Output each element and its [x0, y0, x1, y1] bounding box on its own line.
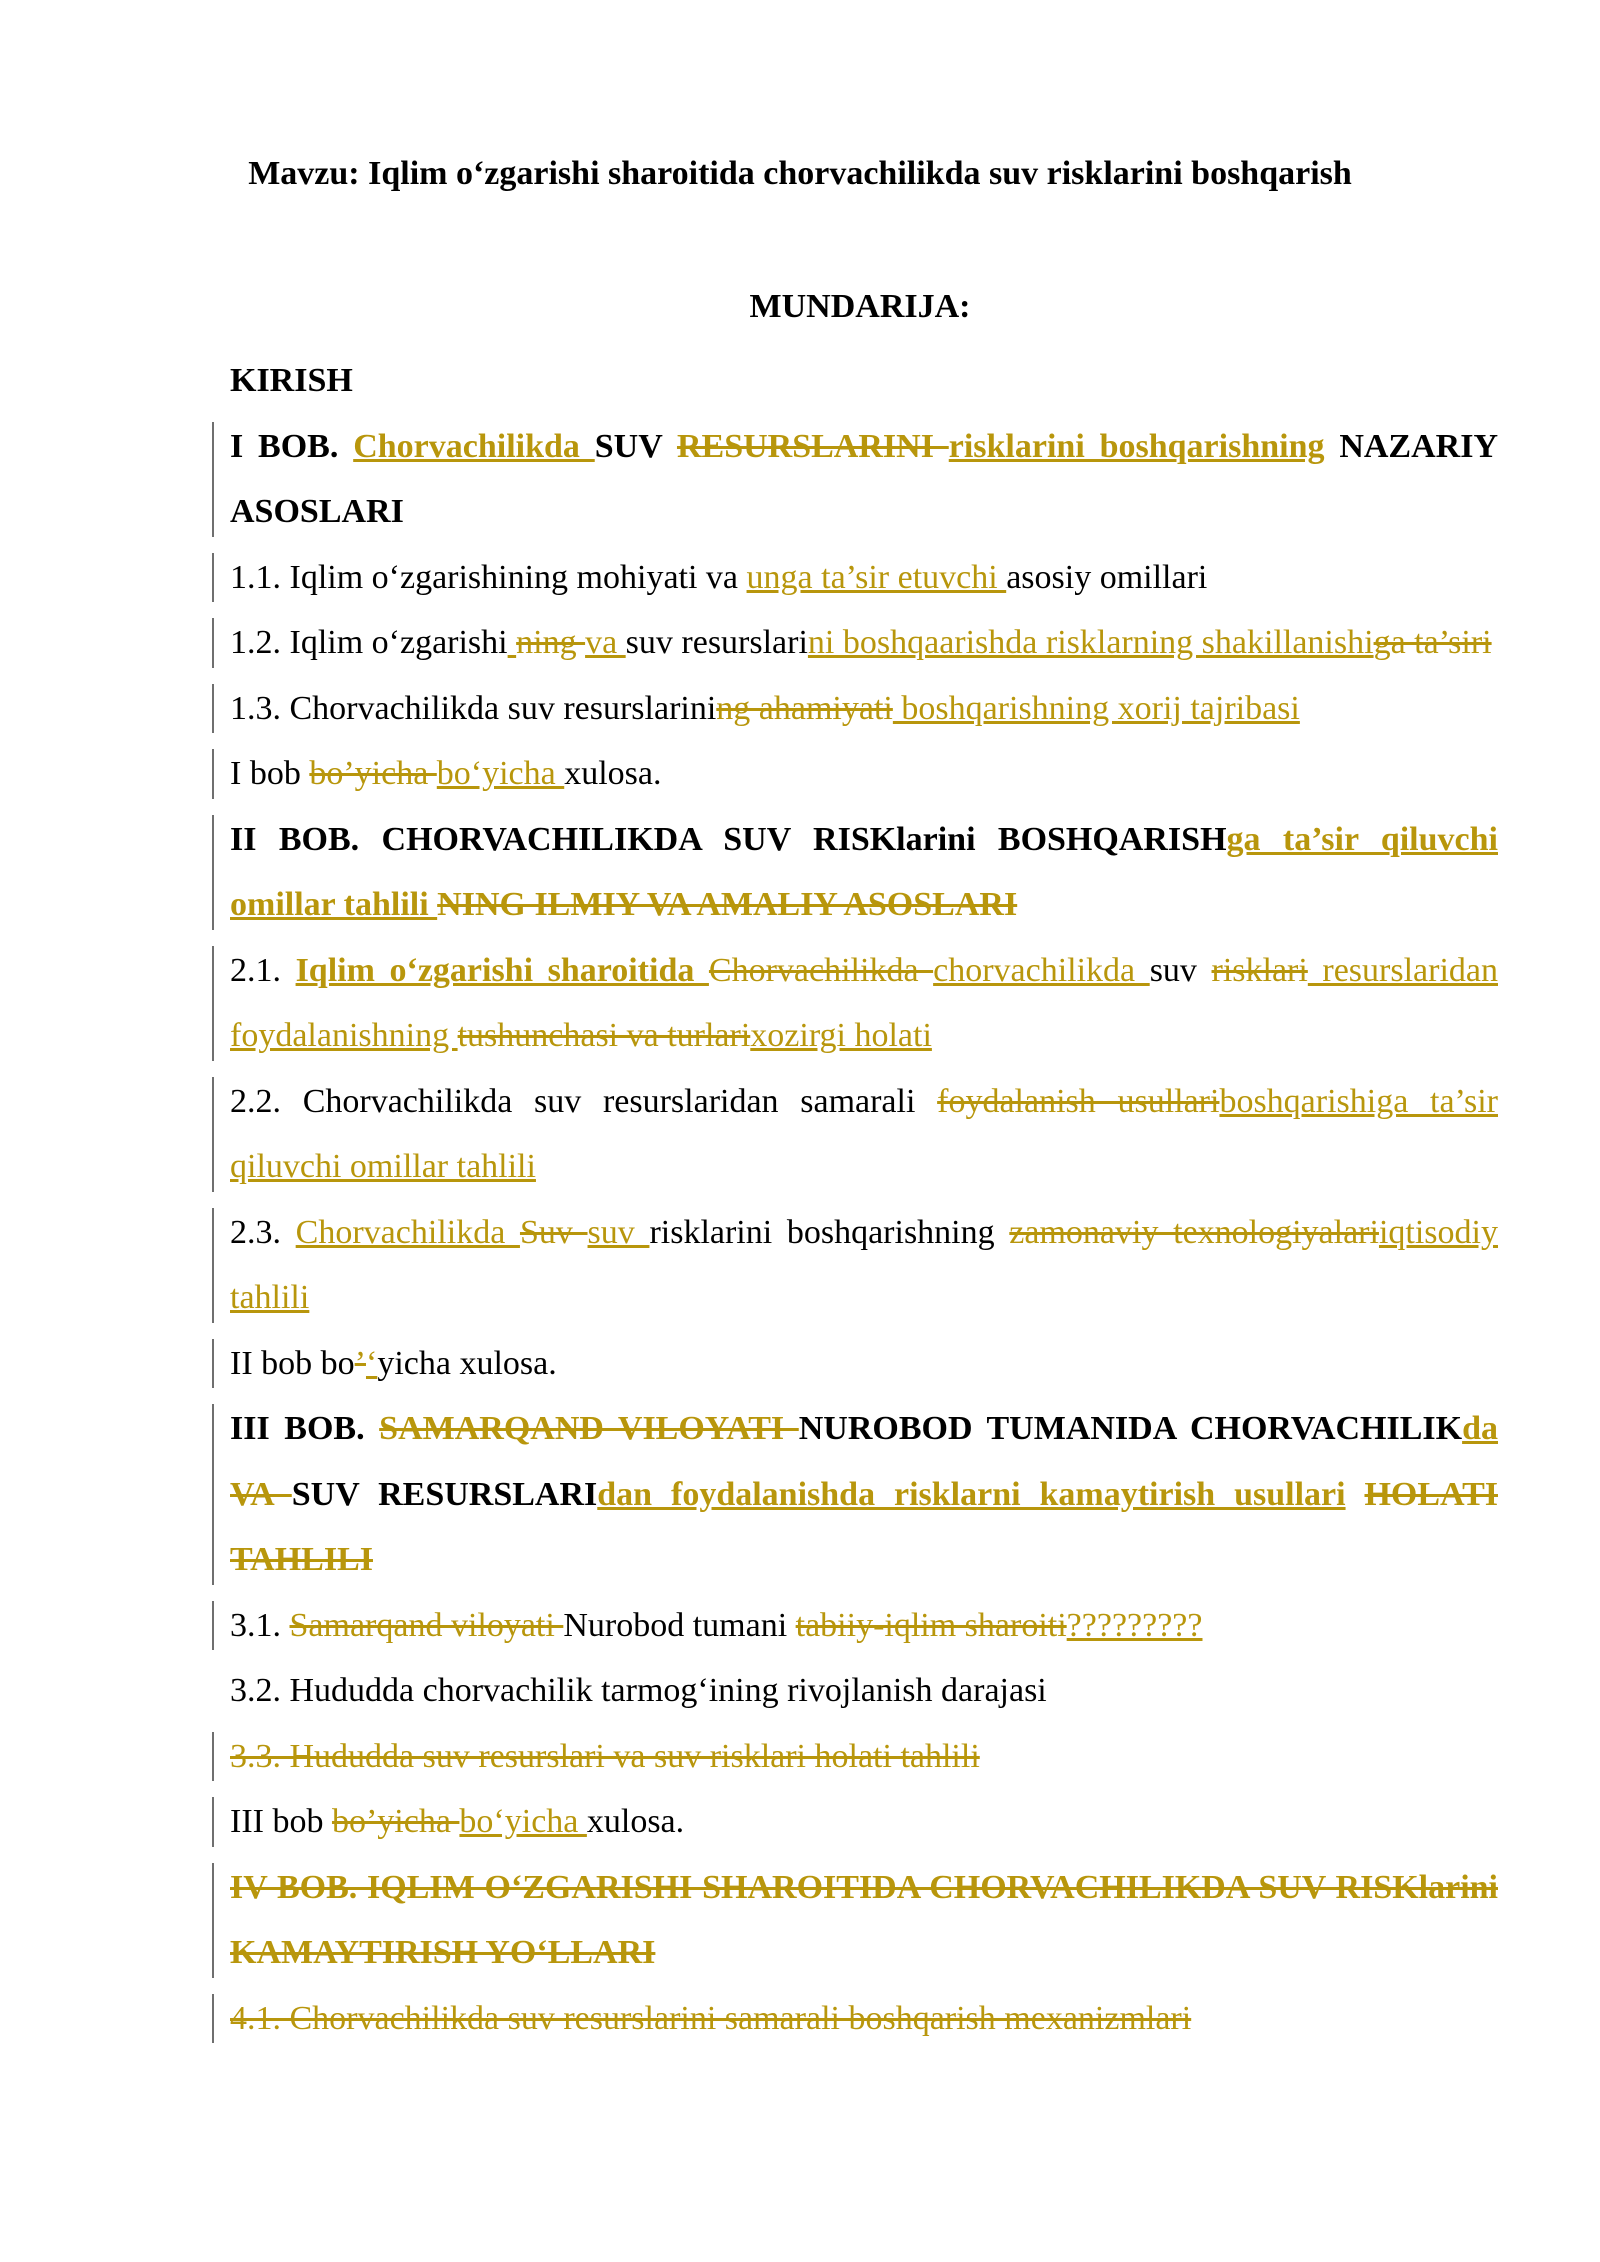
- toc-entry: [230, 741, 1498, 807]
- inserted-text: chorvachilikda: [933, 951, 1150, 989]
- entry-text: 2.3.: [230, 1213, 296, 1251]
- inserted-text: risklarini boshqarishning: [948, 427, 1325, 465]
- entry-text: 2.2. Chorvachilikda suv resurslaridan samarali: [230, 1082, 938, 1120]
- inserted-text: boshqarishning xorij tajribasi: [892, 689, 1300, 727]
- deleted-text: 3.3. Hududda suv resurslari va suv risklari holati tahlili: [230, 1737, 980, 1775]
- deleted-text: IV BOB. IQLIM O‘ZGARISHI SHAROITIDA CHORVACHILIKDA SUV RISKlarini KAMAYTIRISH YO‘LLARI: [230, 1868, 1498, 1971]
- toc-entry: [230, 1789, 1498, 1855]
- entry-text: asosiy omillari: [1006, 558, 1208, 596]
- inserted-text: xozirgi holati: [750, 1017, 932, 1054]
- entry-text: III BOB.: [230, 1410, 380, 1447]
- inserted-text: ?????????: [1066, 1606, 1203, 1644]
- toc-entry: [230, 1200, 1498, 1331]
- entry-text: 3.1.: [230, 1606, 290, 1644]
- deleted-text: zamonaviy texnologiyalari: [1009, 1213, 1379, 1251]
- entry-text: Nurobod tumani: [563, 1606, 796, 1644]
- inserted-text: Iqlim o‘zgarishi sharoitida: [295, 951, 709, 989]
- toc-heading: MUNDARIJA:: [749, 288, 971, 325]
- deleted-text: NING ILMIY VA AMALIY ASOSLARI: [437, 886, 1018, 923]
- deleted-text: tushunchasi va turlari: [457, 1017, 751, 1054]
- toc-entry: [230, 938, 1498, 1069]
- entry-text: I BOB.: [230, 427, 354, 465]
- deleted-text: SAMARQAND VILOYATI: [379, 1410, 799, 1447]
- toc-entry: [230, 348, 1498, 414]
- toc-entry: [230, 807, 1498, 938]
- inserted-text: Chorvachilikda: [295, 1213, 520, 1251]
- document-title: Mavzu: Iqlim o‘zgarishi sharoitida chorvachilikda suv risklarini boshqarish: [248, 155, 1352, 192]
- inserted-text: [508, 624, 517, 661]
- inserted-text: iqtisodiy tahlili: [230, 1213, 1498, 1316]
- toc-entry: [230, 1986, 1498, 2052]
- toc-entry: [230, 1855, 1498, 1986]
- entry-text: 1.2. Iqlim o‘zgarishi: [230, 624, 508, 661]
- deleted-text: Samarqand viloyati: [289, 1606, 564, 1644]
- inserted-text: Chorvachilikda: [353, 427, 595, 465]
- inserted-text: boshqarishiga ta’sir qiluvchi omillar tahlili: [230, 1082, 1498, 1185]
- toc-entry: [230, 676, 1498, 742]
- deleted-text: foydalanish usullari: [937, 1082, 1220, 1120]
- entry-text: 3.2. Hududda chorvachilik tarmog‘ining rivojlanish darajasi: [230, 1672, 1047, 1709]
- inserted-text: dan foydalanishda risklarni kamaytirish usullari: [597, 1475, 1346, 1513]
- deleted-text: VA: [230, 1475, 292, 1513]
- deleted-text: tabiiy-iqlim sharoiti: [795, 1606, 1067, 1644]
- deleted-text: Suv: [519, 1213, 588, 1251]
- deleted-text: bo’yicha: [331, 1803, 460, 1840]
- toc-entry: [230, 610, 1498, 676]
- entry-text: xulosa.: [586, 1803, 685, 1840]
- entry-text: 1.3. Chorvachilikda suv resurslarini: [230, 689, 717, 727]
- entry-text: 1.1. Iqlim o‘zgarishining mohiyati va: [230, 558, 747, 596]
- table-of-contents: [230, 348, 1498, 2051]
- inserted-text: ‘: [365, 1344, 378, 1382]
- inserted-text: suv: [587, 1213, 650, 1251]
- entry-text: I bob: [230, 755, 310, 792]
- toc-entry: [230, 1658, 1498, 1724]
- deleted-text: HOLATI TAHLILI: [230, 1475, 1498, 1578]
- entry-text: II BOB. CHORVACHILIKDA SUV RISKlarini BOSHQARISH: [230, 820, 1227, 858]
- deleted-text: ga ta’siri: [1373, 624, 1492, 661]
- entry-text: NAZARIY ASOSLARI: [230, 427, 1498, 530]
- entry-text: 2.1.: [230, 951, 296, 989]
- toc-entry: [230, 545, 1498, 611]
- entry-text: KIRISH: [230, 362, 353, 399]
- inserted-text: da: [1462, 1410, 1499, 1447]
- inserted-text: bo‘yicha: [436, 755, 565, 792]
- inserted-text: resurslaridan foydalanishning: [230, 951, 1498, 1054]
- entry-text: [1346, 1476, 1365, 1513]
- toc-entry: [230, 1724, 1498, 1790]
- entry-text: suv resurslari: [625, 624, 808, 661]
- entry-text: risklarini boshqarishning: [649, 1213, 1010, 1251]
- inserted-text: unga ta’sir etuvchi: [746, 558, 1007, 596]
- deleted-text: ng ahamiyati: [716, 689, 893, 727]
- toc-entry: [230, 1069, 1498, 1200]
- deleted-text: bo’yicha: [309, 755, 437, 792]
- deleted-text: ’: [354, 1344, 366, 1382]
- inserted-text: va: [585, 624, 626, 661]
- deleted-text: ning: [516, 624, 586, 661]
- entry-text: III bob: [230, 1803, 332, 1840]
- toc-entry: [230, 1396, 1498, 1593]
- entry-text: NUROBOD TUMANIDA CHORVACHILIK: [798, 1410, 1463, 1447]
- entry-text: II bob bo: [230, 1344, 355, 1382]
- deleted-text: RESURSLARINI: [676, 427, 949, 465]
- deleted-text: risklari: [1211, 951, 1308, 989]
- toc-entry: [230, 1331, 1498, 1397]
- toc-entry: [230, 1593, 1498, 1659]
- deleted-text: Chorvachilikda: [708, 951, 934, 989]
- deleted-text: 4.1. Chorvachilikda suv resurslarini samarali boshqarish mexanizmlari: [230, 1999, 1192, 2037]
- entry-text: suv: [1149, 951, 1212, 989]
- entry-text: SUV RESURSLARI: [291, 1475, 598, 1513]
- inserted-text: ni boshqaarishda risklarning shakillanishi: [807, 624, 1374, 661]
- entry-text: yicha xulosa.: [377, 1344, 557, 1382]
- inserted-text: bo‘yicha: [459, 1803, 587, 1840]
- inserted-text: ga ta’sir qiluvchi omillar tahlili: [230, 820, 1498, 923]
- entry-text: SUV: [594, 427, 677, 465]
- toc-entry: [230, 414, 1498, 545]
- entry-text: xulosa.: [564, 755, 662, 792]
